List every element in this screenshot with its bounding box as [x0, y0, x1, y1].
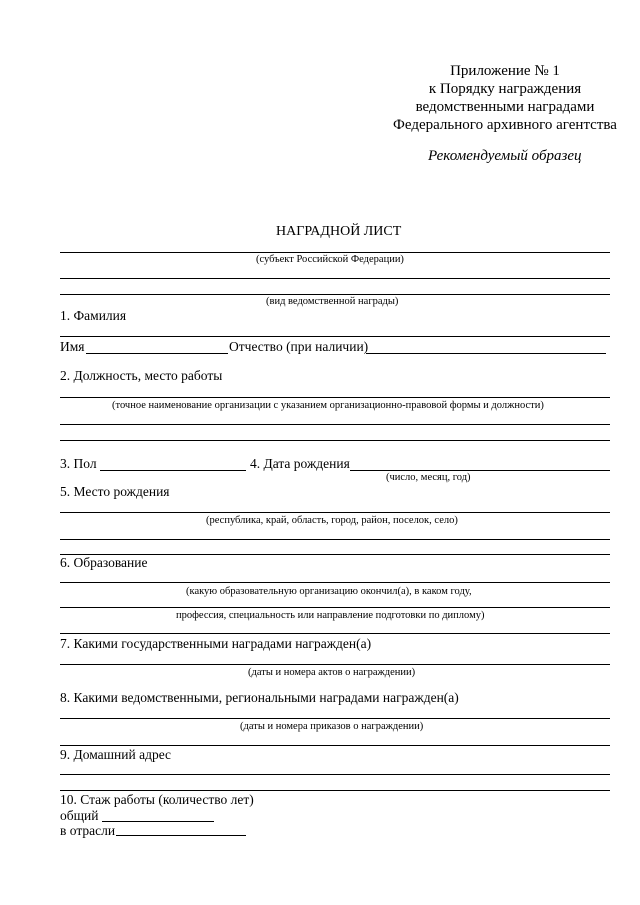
sample-note: Рекомендуемый образец [428, 148, 582, 164]
industry-experience-field[interactable] [116, 835, 246, 836]
birth-date-field[interactable] [350, 470, 610, 471]
appendix-line-4: Федерального архивного агентства [393, 117, 617, 133]
education-line-2[interactable] [60, 607, 610, 608]
address-label: 9. Домашний адрес [60, 747, 172, 762]
appendix-line-3: ведомственными наградами [415, 99, 595, 115]
education-caption-2: профессия, специальность или направление подготовки по диплому) [176, 610, 485, 621]
name-label: Имя [60, 339, 85, 354]
education-label: 6. Образование [60, 555, 148, 570]
total-experience-label: общий [60, 808, 99, 823]
document-title: НАГРАДНОЙ ЛИСТ [276, 224, 402, 239]
dept-awards-line[interactable] [60, 718, 610, 719]
birth-date-label: 4. Дата рождения [250, 456, 350, 471]
position-line[interactable] [60, 397, 610, 398]
birth-place-label: 5. Место рождения [60, 484, 170, 499]
subject-caption: (субъект Российской Федерации) [256, 254, 404, 265]
blank-line[interactable] [60, 440, 610, 441]
organization-caption: (точное наименование организации с указанием организационно-правовой формы и должности) [112, 400, 544, 411]
state-awards-label: 7. Какими государственными наградами награжден(а) [60, 636, 372, 651]
blank-line[interactable] [60, 539, 610, 540]
dept-awards-caption: (даты и номера приказов о награждении) [240, 721, 424, 732]
subject-line[interactable] [60, 252, 610, 253]
blank-line[interactable] [60, 633, 610, 634]
patronymic-field[interactable] [366, 353, 606, 354]
birth-place-line[interactable] [60, 512, 610, 513]
address-line-2[interactable] [60, 790, 610, 791]
patronymic-label: Отчество (при наличии) [229, 339, 369, 354]
surname-line[interactable] [60, 336, 610, 337]
education-line[interactable] [60, 582, 610, 583]
place-caption: (республика, край, область, город, район, поселок, село) [206, 515, 458, 526]
appendix-number: Приложение № 1 [450, 63, 560, 79]
state-awards-caption: (даты и номера актов о награждении) [248, 667, 416, 678]
position-label: 2. Должность, место работы [60, 368, 223, 383]
name-field[interactable] [86, 353, 228, 354]
industry-experience-label: в отрасли [60, 823, 116, 838]
experience-label: 10. Стаж работы (количество лет) [60, 792, 254, 807]
education-caption-1: (какую образовательную организацию окончил(а), в каком году, [186, 586, 472, 597]
total-experience-field[interactable] [102, 821, 214, 822]
blank-line[interactable] [60, 745, 610, 746]
award-type-line[interactable] [60, 294, 610, 295]
appendix-line-2: к Порядку награждения [428, 81, 582, 97]
blank-line[interactable] [60, 278, 610, 279]
gender-label: 3. Пол [60, 456, 97, 471]
date-caption: (число, месяц, год) [386, 472, 471, 483]
address-line[interactable] [60, 774, 610, 775]
award-type-caption: (вид ведомственной награды) [266, 296, 399, 307]
surname-label: 1. Фамилия [60, 308, 127, 323]
state-awards-line[interactable] [60, 664, 610, 665]
gender-field[interactable] [100, 470, 246, 471]
dept-awards-label: 8. Какими ведомственными, региональными наградами награжден(а) [60, 690, 459, 705]
blank-line[interactable] [60, 424, 610, 425]
